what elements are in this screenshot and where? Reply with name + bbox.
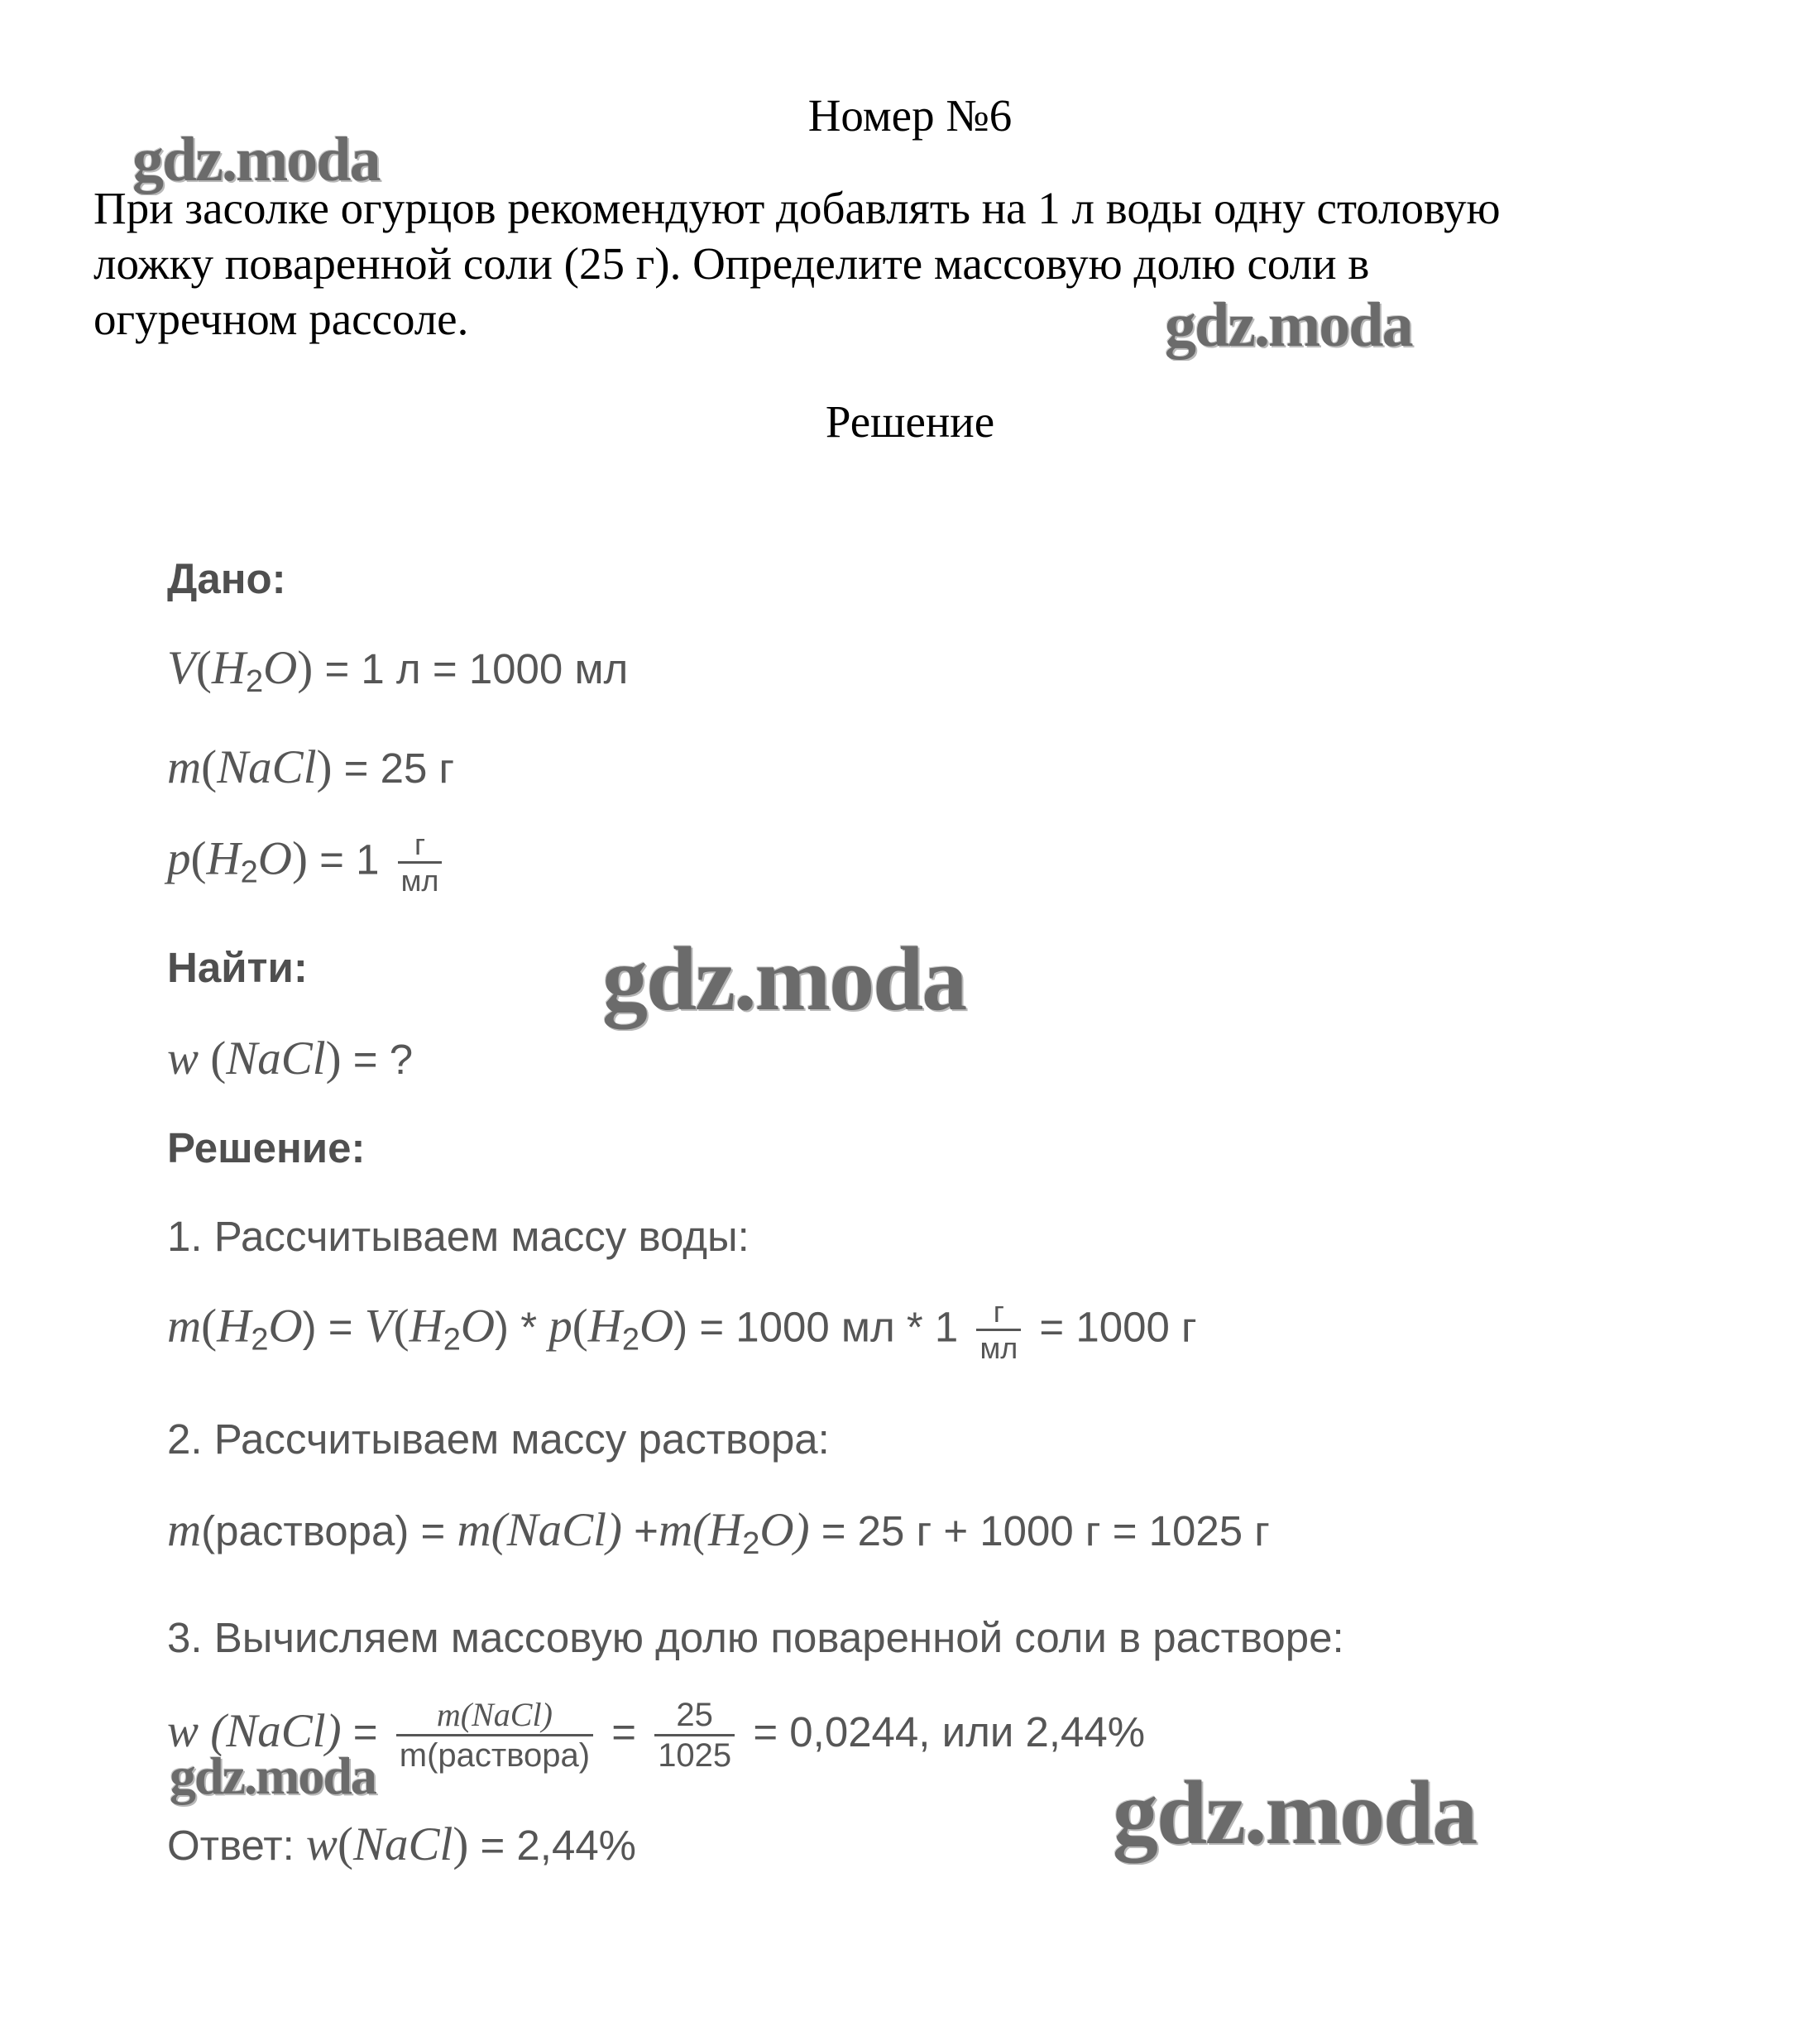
watermark-logo: gdz.moda	[602, 928, 966, 1029]
answer: Ответ: w(NaCl) = 2,44%	[167, 1818, 637, 1870]
step2-formula: m(раствора) = m(NaCl) $+m(H_2O) = 25$ г + 1000 г = 1025 г	[167, 1504, 1270, 1561]
step3-text: 3. Вычисляем массовую долю поваренной соли в растворе:	[167, 1614, 1344, 1661]
given-density: $p(H_2O) = 1$ $\frac{г}{мл}$	[167, 827, 1739, 898]
solution-heading: Решение	[825, 396, 995, 447]
mass-fraction-values: $\frac{25}{1025}$	[654, 1696, 735, 1775]
given-mass: m(NaCl) = 25 г	[167, 741, 455, 793]
mass-fraction-formula: $\frac{\text{m(NaCl)}}{\text{m(раствора)}}$	[396, 1696, 593, 1775]
given-volume: $V(H_2O) = 1$ л = 1000 мл	[167, 642, 629, 699]
step2-text: 2. Рассчитываем массу раствора:	[167, 1415, 830, 1463]
step1-text: 1. Рассчитываем массу воды:	[167, 1213, 750, 1260]
watermark-logo: gdz.moda	[170, 1746, 376, 1805]
problem-line: При засолке огурцов рекомендуют добавлять на 1 л воды одну столовую	[93, 183, 1501, 233]
solution-label: Решение:	[167, 1124, 366, 1171]
given-label: Дано:	[167, 555, 286, 602]
step3-formula: w (NaCl) = $\frac{\text{m(NaCl)}}{\text{m(раствора)}}$ = $\frac{25}{1025}$ = 0,0244, или 2,44%	[167, 1696, 1146, 1774]
page-title: Номер №6	[807, 90, 1013, 141]
step1-formula: $m(H_2O) = V(H_2O) * p(H_2O) = 1000$ мл * 1 $\frac{г}{мл}$ = 1000 г	[167, 1295, 1197, 1366]
density-unit-fraction: $\frac{г}{мл}$	[398, 827, 443, 898]
problem-text	[93, 180, 1740, 347]
problem-line: ложку поваренной соли (25 г). Определите массовую долю соли в	[93, 238, 1370, 289]
watermark-logo: gdz.moda	[1113, 1762, 1477, 1863]
find-label: Найти:	[167, 944, 308, 991]
problem-line: огуречном рассоле.	[93, 294, 469, 344]
watermark-logo: gdz.moda	[1165, 290, 1412, 360]
watermark-logo: gdz.moda	[132, 125, 380, 194]
find-target: w (NaCl) = ?	[167, 1032, 414, 1085]
step1-unit-fraction: $\frac{г}{мл}$	[976, 1295, 1021, 1366]
